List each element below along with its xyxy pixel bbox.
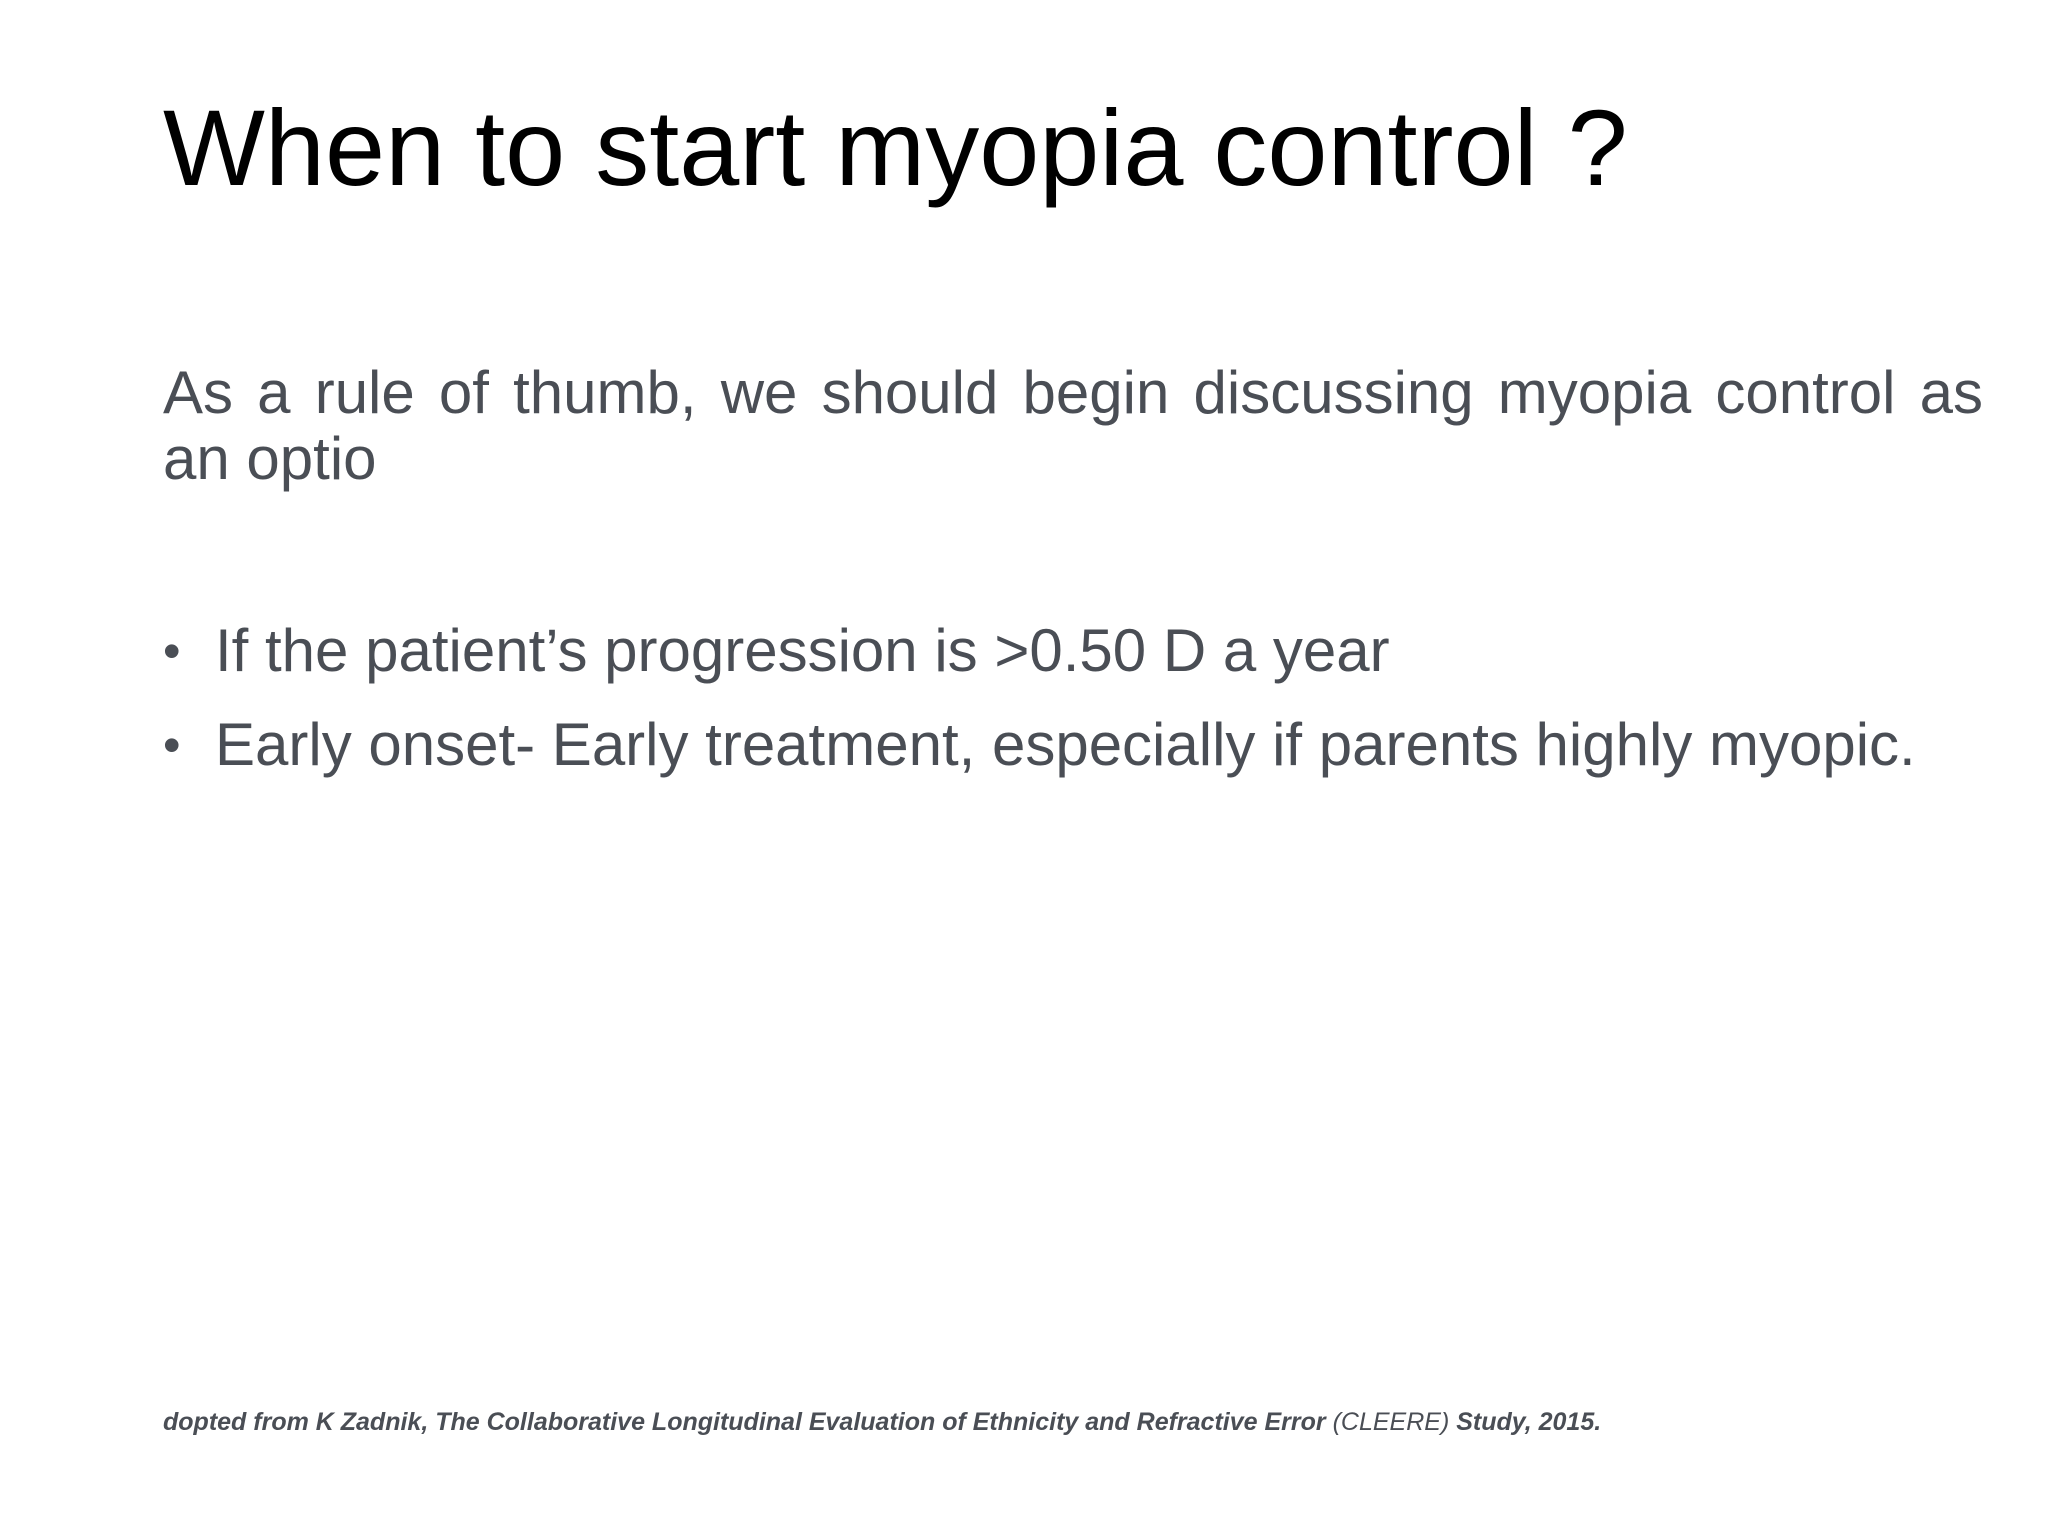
footnote-part3: Study, 2015. bbox=[1449, 1408, 1602, 1436]
footnote-citation bbox=[163, 1406, 1963, 1438]
bullet-item bbox=[163, 618, 1983, 684]
bullet-marker: • bbox=[163, 623, 181, 679]
footnote-part1: dopted from K Zadnik, The Collaborative Longitudinal Evaluation of Ethnicity and Refractive Error bbox=[163, 1408, 1333, 1436]
intro-paragraph: As a rule of thumb, we should begin discussing myopia control as an optio bbox=[163, 359, 1983, 492]
bullet-item bbox=[163, 712, 1983, 778]
slide-title: When to start myopia control ? bbox=[163, 87, 1628, 208]
bullet-marker: • bbox=[163, 717, 181, 773]
bullet-text: Early onset- Early treatment, especially if parents highly myopic. bbox=[215, 711, 1916, 778]
bullet-list bbox=[163, 618, 1983, 806]
bullet-text: If the patient’s progression is >0.50 D a year bbox=[215, 617, 1390, 684]
footnote-part2: (CLEERE) bbox=[1332, 1408, 1450, 1436]
